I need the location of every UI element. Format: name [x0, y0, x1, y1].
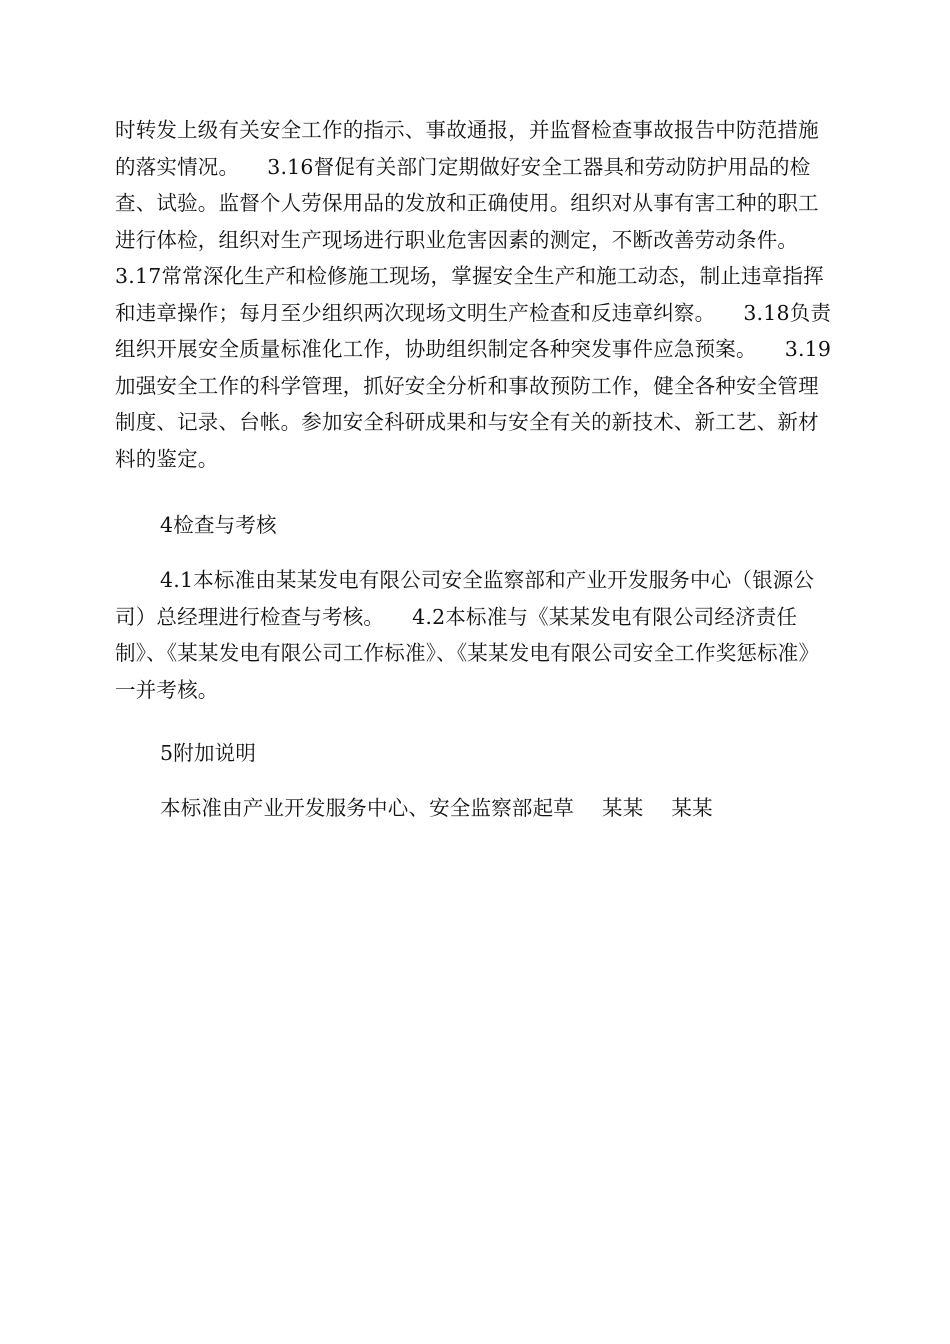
- clause-3-17: 3.17常常深化生产和检修施工现场，掌握安全生产和施工动态，制止违章指挥和违章操作；每月至少组织两次现场文明生产检查和反违章纠察。: [115, 264, 824, 325]
- clause-3-18: 3.18负责组织开展安全质量标准化工作，协助组织制定各种突发事件应急预案。: [115, 300, 832, 361]
- drafting-statement: 本标准由产业开发服务中心、安全监察部起草: [160, 796, 574, 820]
- clause-3-16: 3.16督促有关部门定期做好安全工器具和劳动防护用品的检查、试验。监督个人劳保用品的发放和正确使用。组织对从事有害工种的职工进行体检，组织对生产现场进行职业危害因素的测定，不断改善劳动条件。: [115, 154, 819, 252]
- drafter-name-1: 某某: [602, 796, 644, 820]
- clause-4-2: 4.2本标准与《某某发电有限公司经济责任制》、《某某发电有限公司工作标准》、《某某发电有限公司安全工作奖惩标准》一并考核。: [115, 604, 820, 702]
- responsibility-clauses-paragraph: [115, 112, 835, 477]
- section-4-paragraph: [115, 562, 835, 708]
- section-5-paragraph: [115, 790, 835, 827]
- section-5-heading: 5附加说明: [160, 741, 257, 765]
- drafter-name-2: 某某: [671, 796, 713, 820]
- clause-3-19: 3.19加强安全工作的科学管理，抓好安全分析和事故预防工作，健全各种安全管理制度、记录、台帐。参加安全科研成果和与安全有关的新技术、新工艺、新材料的鉴定。: [115, 337, 832, 471]
- section-4-heading: 4检查与考核: [160, 513, 277, 537]
- clause-4-1: 4.1本标准由某某发电有限公司安全监察部和产业开发服务中心（银源公司）总经理进行检查与考核。: [115, 568, 815, 629]
- clause-3-15-tail: 时转发上级有关安全工作的指示、事故通报，并监督检查事故报告中防范措施的落实情况。: [115, 118, 819, 179]
